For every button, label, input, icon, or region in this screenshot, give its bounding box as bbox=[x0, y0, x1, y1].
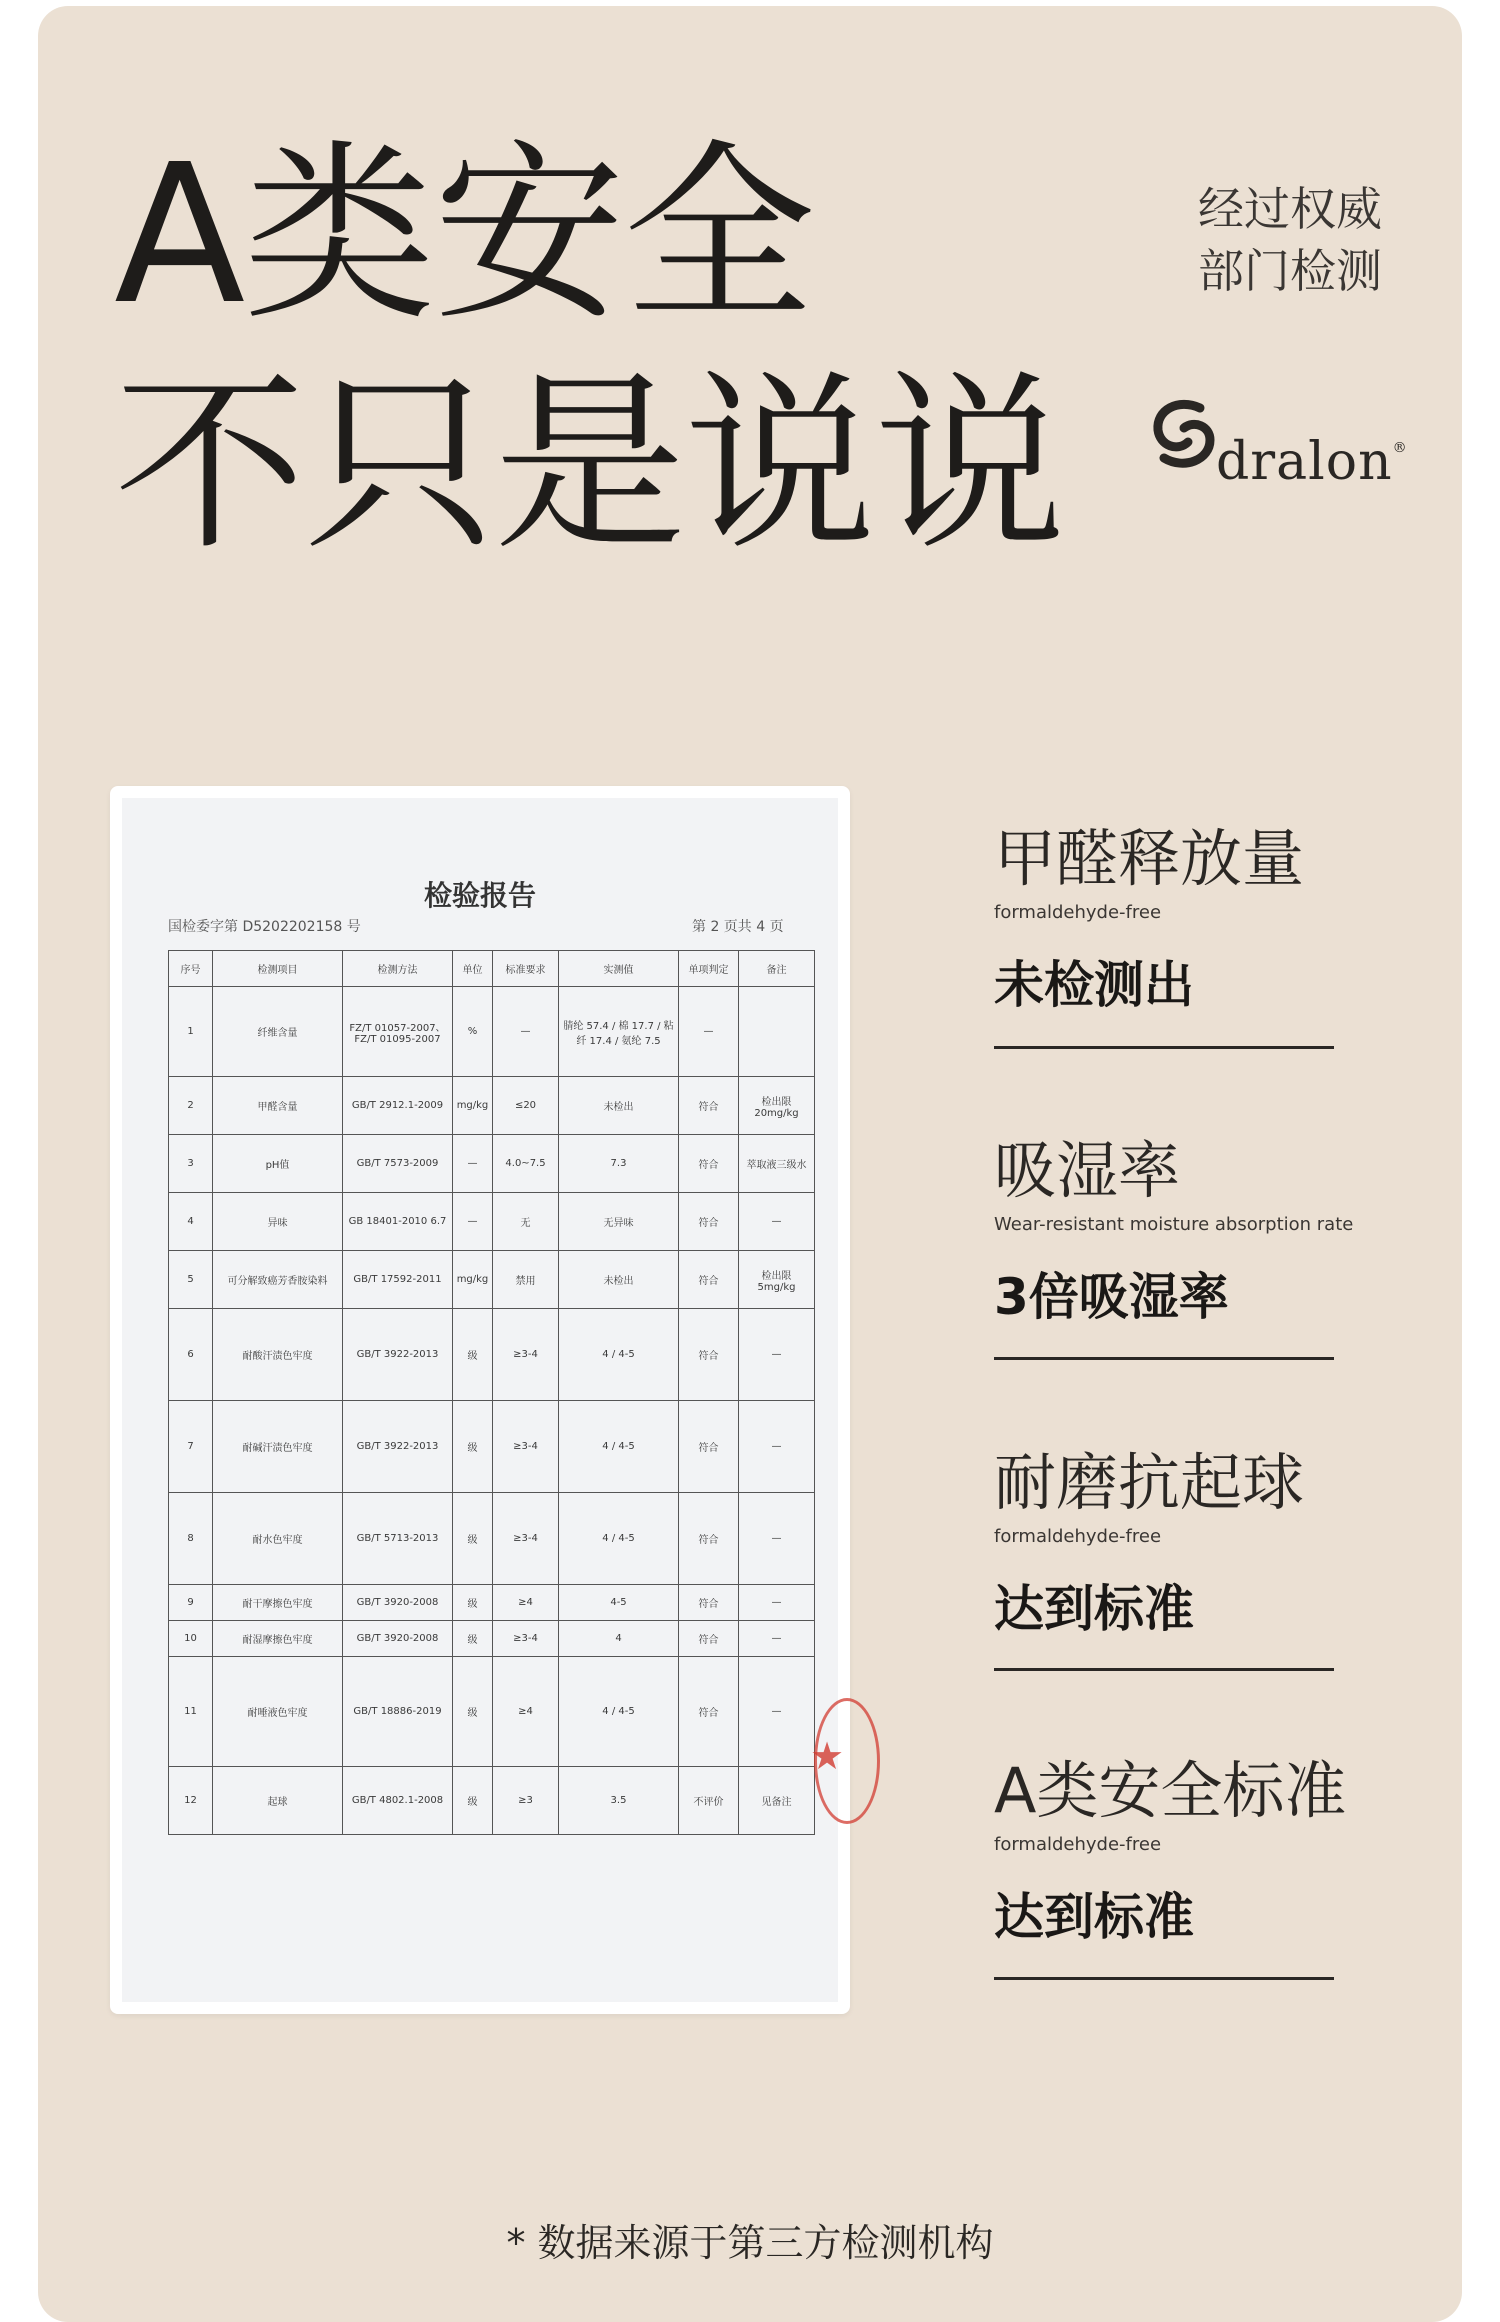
report-cell: 级 bbox=[453, 1493, 493, 1585]
report-cell: 检出限 5mg/kg bbox=[739, 1251, 815, 1309]
report-cell: 符合 bbox=[679, 1585, 739, 1621]
report-cell: 2 bbox=[169, 1077, 213, 1135]
report-cell: 符合 bbox=[679, 1657, 739, 1767]
report-row bbox=[169, 1585, 815, 1621]
report-cell: 无 bbox=[493, 1193, 559, 1251]
report-cell: GB/T 3920-2008 bbox=[343, 1585, 453, 1621]
report-cell: 耐水色牢度 bbox=[213, 1493, 343, 1585]
report-cell: 不评价 bbox=[679, 1767, 739, 1835]
report-cell: GB/T 3920-2008 bbox=[343, 1621, 453, 1657]
report-cell: — bbox=[739, 1657, 815, 1767]
report-cell: — bbox=[493, 987, 559, 1077]
report-cell: 8 bbox=[169, 1493, 213, 1585]
feature-title: 甲醛释放量 bbox=[994, 822, 1305, 895]
feature-formaldehyde bbox=[994, 822, 1334, 1017]
feature-subtitle: formaldehyde-free bbox=[994, 1526, 1162, 1547]
report-cell: 级 bbox=[453, 1657, 493, 1767]
report-cell: 异味 bbox=[213, 1193, 343, 1251]
report-cell: pH值 bbox=[213, 1135, 343, 1193]
report-cell: 未检出 bbox=[559, 1251, 679, 1309]
report-cell: — bbox=[739, 1193, 815, 1251]
report-cell: 纤维含量 bbox=[213, 987, 343, 1077]
report-cell: 检出限 20mg/kg bbox=[739, 1077, 815, 1135]
report-cell: 标准要求 bbox=[493, 951, 559, 987]
report-cell: GB/T 2912.1-2009 bbox=[343, 1077, 453, 1135]
report-cell: 符合 bbox=[679, 1401, 739, 1493]
report-cell: 3 bbox=[169, 1135, 213, 1193]
report-cell: GB/T 7573-2009 bbox=[343, 1135, 453, 1193]
report-cell: 11 bbox=[169, 1657, 213, 1767]
report-cell: — bbox=[739, 1585, 815, 1621]
report-cell: 甲醛含量 bbox=[213, 1077, 343, 1135]
report-cell bbox=[739, 987, 815, 1077]
report-cell: 起球 bbox=[213, 1767, 343, 1835]
report-cell: 符合 bbox=[679, 1621, 739, 1657]
report-cell: 检测项目 bbox=[213, 951, 343, 987]
report-cell: 4-5 bbox=[559, 1585, 679, 1621]
report-cell: 级 bbox=[453, 1401, 493, 1493]
report-cell: — bbox=[453, 1135, 493, 1193]
report-cell: 符合 bbox=[679, 1193, 739, 1251]
report-table bbox=[168, 950, 815, 1835]
authority-note bbox=[1198, 178, 1382, 302]
report-cell: — bbox=[739, 1309, 815, 1401]
report-row bbox=[169, 1493, 815, 1585]
report-cell: 4 / 4-5 bbox=[559, 1309, 679, 1401]
report-cell: 1 bbox=[169, 987, 213, 1077]
feature-moisture bbox=[994, 1134, 1354, 1329]
report-cell: GB/T 3922-2013 bbox=[343, 1309, 453, 1401]
report-cell: 10 bbox=[169, 1621, 213, 1657]
report-row bbox=[169, 1621, 815, 1657]
report-cell: 9 bbox=[169, 1585, 213, 1621]
report-cell: ≥3-4 bbox=[493, 1493, 559, 1585]
report-cell: ≥3-4 bbox=[493, 1309, 559, 1401]
report-cell: mg/kg bbox=[453, 1251, 493, 1309]
report-cell: 级 bbox=[453, 1309, 493, 1401]
brand-swirl-icon bbox=[1150, 396, 1220, 476]
stamp-star-icon: ★ bbox=[810, 1734, 845, 1778]
report-cell: 7 bbox=[169, 1401, 213, 1493]
report-cell: 级 bbox=[453, 1621, 493, 1657]
report-row bbox=[169, 1657, 815, 1767]
report-cell: 符合 bbox=[679, 1493, 739, 1585]
report-cell: 检测方法 bbox=[343, 951, 453, 987]
report-cell: 4 / 4-5 bbox=[559, 1401, 679, 1493]
report-cell: 4 / 4-5 bbox=[559, 1657, 679, 1767]
feature-value: 达到标准 bbox=[994, 1580, 1194, 1638]
feature-divider bbox=[994, 1668, 1334, 1671]
report-row bbox=[169, 1193, 815, 1251]
feature-title: 吸湿率 bbox=[994, 1134, 1181, 1207]
headline-line-1: A类安全 bbox=[114, 124, 814, 347]
feature-class-a bbox=[994, 1754, 1347, 1949]
report-row bbox=[169, 1309, 815, 1401]
report-page: 第 2 页共 4 页 bbox=[692, 919, 784, 935]
report-cell: ≥3-4 bbox=[493, 1621, 559, 1657]
feature-value: 3倍吸湿率 bbox=[994, 1268, 1229, 1326]
feature-divider bbox=[994, 1046, 1334, 1049]
report-cell: ≥4 bbox=[493, 1657, 559, 1767]
report-cell: GB/T 5713-2013 bbox=[343, 1493, 453, 1585]
report-cell: — bbox=[453, 1193, 493, 1251]
report-cell: 4 bbox=[169, 1193, 213, 1251]
report-cell: 符合 bbox=[679, 1077, 739, 1135]
headline-line-2: 不只是说说 bbox=[114, 354, 1064, 577]
report-cell: GB 18401-2010 6.7 bbox=[343, 1193, 453, 1251]
report-cell: GB/T 3922-2013 bbox=[343, 1401, 453, 1493]
report-cell: 耐碱汗渍色牢度 bbox=[213, 1401, 343, 1493]
report-cell: 实测值 bbox=[559, 951, 679, 987]
report-paper bbox=[122, 798, 845, 2002]
report-cell: 符合 bbox=[679, 1135, 739, 1193]
report-cell: 萃取液三级水 bbox=[739, 1135, 815, 1193]
report-cell: 7.3 bbox=[559, 1135, 679, 1193]
report-cell: 单项判定 bbox=[679, 951, 739, 987]
feature-pilling bbox=[994, 1446, 1334, 1641]
report-row bbox=[169, 1135, 815, 1193]
report-cell: 4 bbox=[559, 1621, 679, 1657]
report-cell: 5 bbox=[169, 1251, 213, 1309]
feature-subtitle: formaldehyde-free bbox=[994, 902, 1162, 923]
brand-logo bbox=[1150, 392, 1408, 502]
report-cell: GB/T 17592-2011 bbox=[343, 1251, 453, 1309]
report-cell: 腈纶 57.4 / 棉 17.7 / 粘纤 17.4 / 氨纶 7.5 bbox=[559, 987, 679, 1077]
report-cell: 4 / 4-5 bbox=[559, 1493, 679, 1585]
report-row bbox=[169, 1077, 815, 1135]
report-cell: 耐湿摩擦色牢度 bbox=[213, 1621, 343, 1657]
inspection-report-image bbox=[110, 786, 850, 2014]
report-cell: 4.0~7.5 bbox=[493, 1135, 559, 1193]
report-row bbox=[169, 1401, 815, 1493]
brand-name: dralon® bbox=[1216, 432, 1408, 492]
report-header-row bbox=[169, 951, 815, 987]
feature-subtitle: Wear-resistant moisture absorption rate bbox=[994, 1214, 1354, 1235]
footnote: * 数据来源于第三方检测机构 bbox=[506, 2221, 994, 2265]
report-cell: 未检出 bbox=[559, 1077, 679, 1135]
feature-title: A类安全标准 bbox=[994, 1754, 1347, 1827]
feature-subtitle: formaldehyde-free bbox=[994, 1834, 1162, 1855]
report-cell: 可分解致癌芳香胺染料 bbox=[213, 1251, 343, 1309]
report-cell: — bbox=[739, 1493, 815, 1585]
feature-value: 达到标准 bbox=[994, 1888, 1194, 1946]
report-cell: 级 bbox=[453, 1585, 493, 1621]
report-cell: 无异味 bbox=[559, 1193, 679, 1251]
report-cell: — bbox=[739, 1621, 815, 1657]
report-cell: 序号 bbox=[169, 951, 213, 987]
report-cell: 3.5 bbox=[559, 1767, 679, 1835]
report-cell: FZ/T 01057-2007、FZ/T 01095-2007 bbox=[343, 987, 453, 1077]
report-cell: 符合 bbox=[679, 1309, 739, 1401]
report-row bbox=[169, 1767, 815, 1835]
report-cell: 见备注 bbox=[739, 1767, 815, 1835]
report-cell: 备注 bbox=[739, 951, 815, 987]
report-cell: 耐酸汗渍色牢度 bbox=[213, 1309, 343, 1401]
report-row bbox=[169, 987, 815, 1077]
authority-line-2: 部门检测 bbox=[1198, 244, 1382, 298]
report-cell: 单位 bbox=[453, 951, 493, 987]
report-cell: 耐干摩擦色牢度 bbox=[213, 1585, 343, 1621]
report-cell: ≥3 bbox=[493, 1767, 559, 1835]
report-number: 国检委字第 D5202202158 号 bbox=[168, 919, 361, 935]
authority-line-1: 经过权威 bbox=[1198, 182, 1382, 236]
report-cell: 6 bbox=[169, 1309, 213, 1401]
feature-title: 耐磨抗起球 bbox=[994, 1446, 1305, 1519]
report-cell: ≤20 bbox=[493, 1077, 559, 1135]
report-cell: % bbox=[453, 987, 493, 1077]
report-cell: GB/T 18886-2019 bbox=[343, 1657, 453, 1767]
report-cell: GB/T 4802.1-2008 bbox=[343, 1767, 453, 1835]
report-row bbox=[169, 1251, 815, 1309]
report-cell: ≥3-4 bbox=[493, 1401, 559, 1493]
report-cell: 12 bbox=[169, 1767, 213, 1835]
report-cell: 级 bbox=[453, 1767, 493, 1835]
feature-value: 未检测出 bbox=[994, 956, 1194, 1014]
report-cell: — bbox=[739, 1401, 815, 1493]
report-cell: 禁用 bbox=[493, 1251, 559, 1309]
report-cell: 耐唾液色牢度 bbox=[213, 1657, 343, 1767]
report-cell: 符合 bbox=[679, 1251, 739, 1309]
feature-divider bbox=[994, 1977, 1334, 1980]
report-cell: — bbox=[679, 987, 739, 1077]
report-cell: mg/kg bbox=[453, 1077, 493, 1135]
report-title: 检验报告 bbox=[423, 879, 536, 912]
feature-divider bbox=[994, 1357, 1334, 1360]
report-cell: ≥4 bbox=[493, 1585, 559, 1621]
